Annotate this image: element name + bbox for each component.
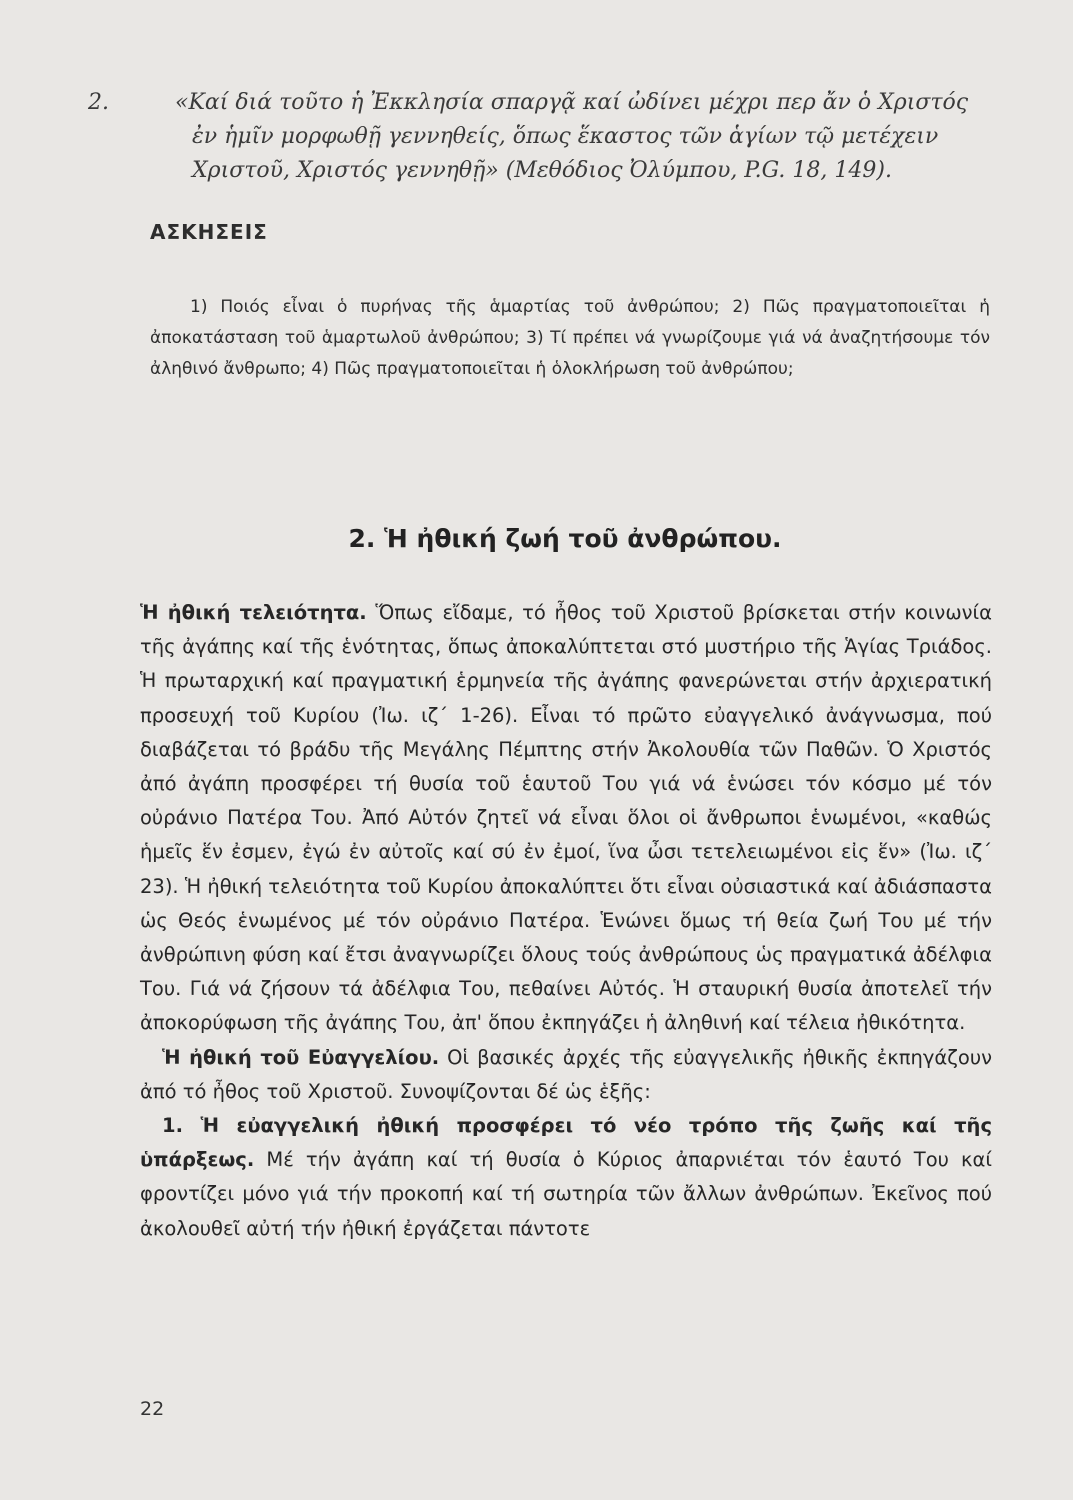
paragraph-text: Ὅπως εἴδαμε, τό ἦθος τοῦ Χριστοῦ βρίσκεται στήν κοινωνία τῆς ἀγάπης καί τῆς ἑνότητας, ὅπως ἀποκαλύπτεται στό μυστήριο τῆς Ἁγίας Τριάδος. Ἡ πρωταρχική καί πραγματική ἑρμηνεία τῆς ἀγάπης φανερώνεται στήν ἀρχιερατική προσευχή τοῦ Κυρίου (Ἰω. ιζ΄ 1-26). Εἶναι τό πρῶτο εὐαγγελικό ἀνάγνωσμα, πού διαβάζεται τό βράδυ τῆς Μεγάλης Πέμπτης στήν Ἀκολουθία τῶν Παθῶν. Ὁ Χριστός ἀπό ἀγάπη προσφέρει τή θυσία τοῦ ἑαυτοῦ Του γιά νά ἑνώσει τόν κόσμο μέ τόν οὐράνιο Πατέρα Του. Ἀπό Αὐτόν ζητεῖ νά εἶναι ὅλοι οἱ ἄνθρωποι ἑνωμένοι, «καθώς ἡμεῖς ἕν ἐσμεν, ἐγώ ἐν αὐτοῖς καί σύ ἐν ἐμοί, ἵνα ὦσι τετελειωμένοι εἰς ἕν» (Ἰω. ιζ΄ 23). Ἡ ἠθική τελειότητα τοῦ Κυρίου ἀποκαλύπτει ὅτι εἶναι οὐσιαστικά καί ἀδιάσπαστα ὡς Θεός ἑνωμένος μέ τόν οὐράνιο Πατέρα. Ἑνώνει ὅμως τή θεία ζωή Του μέ τήν ἀνθρώπινη φύση καί ἔτσι ἀναγνωρίζει ὅλους τούς ἀνθρώπους ὡς πραγματικά ἀδέλφια Του. Γιά νά ζήσουν τά ἀδέλφια Του, πεθαίνει Αὐτός. Ἡ σταυρική θυσία ἀποτελεῖ τήν ἀποκορύφωση τῆς ἀγάπης Του, ἀπ' ὅπου ἐκπηγάζει ἡ ἀληθινή καί τέλεια ἠθικότητα. [140, 601, 992, 1035]
patristic-quote [88, 86, 990, 188]
exercises-title: ΑΣΚΗΣΕΙΣ [150, 220, 268, 244]
quote-text: «Καί διά τοῦτο ἡ Ἐκκλησία σπαργᾷ καί ὠδίνει μέχρι περ ἄν ὁ Χριστός ἐν ἡμῖν μορφωθῇ γεννηθείς, ὅπως ἕκαστος τῶν ἁγίων τῷ μετέχειν Χριστοῦ, Χριστός γεννηθῇ» (Μεθόδιος Ὀλύμπου, P.G. 18, 149). [175, 90, 969, 183]
main-text [140, 596, 992, 1246]
paragraph-text: Μέ τήν ἀγάπη καί τή θυσία ὁ Κύριος ἀπαρνιέται τόν ἑαυτό Του καί φροντίζει μόνο γιά τήν προκοπή καί τή σωτηρία τῶν ἄλλων ἀνθρώπων. Ἐκεῖνος πού ἀκολουθεῖ αὐτή τήν ἠθική ἐργάζεται πάντοτε [140, 1148, 992, 1240]
section-title: 2. Ἡ ἠθική ζωή τοῦ ἀνθρώπου. [348, 524, 782, 553]
paragraph-heading: 1. Ἡ εὐαγγελική ἠθική προσφέρει τό νέο τρόπο τῆς ζωῆς καί τῆς ὑπάρξεως. [140, 1114, 992, 1172]
page-number: 22 [140, 1398, 165, 1420]
quote-number: 2. [88, 90, 109, 115]
paragraph-text: Οἱ βασικές ἀρχές τῆς εὐαγγελικῆς ἠθικῆς ἐκπηγάζουν ἀπό τό ἦθος τοῦ Χριστοῦ. Συνοψίζονται δέ ὡς ἑξῆς: [140, 1045, 992, 1103]
paragraph-new-way-of-life [140, 1109, 992, 1246]
paragraph-gospel-ethics [140, 1041, 992, 1109]
paragraph-heading: Ἡ ἠθική τοῦ Εὐαγγελίου. [162, 1045, 440, 1069]
exercises-text [150, 292, 990, 385]
paragraph-heading: Ἡ ἠθική τελειότητα. [140, 601, 367, 624]
exercises-questions: 1) Ποιός εἶναι ὁ πυρήνας τῆς ἁμαρτίας τοῦ ἀνθρώπου; 2) Πῶς πραγματοποιεῖται ἡ ἀποκατάσταση τοῦ ἁμαρτωλοῦ ἀνθρώπου; 3) Τί πρέπει νά γνωρίζουμε γιά νά ἀναζητήσουμε τόν ἀληθινό ἄνθρωπο; 4) Πῶς πραγματοποιεῖται ἡ ὁλοκλήρωση τοῦ ἀνθρώπου; [150, 297, 990, 379]
paragraph-moral-perfection [140, 596, 992, 1041]
